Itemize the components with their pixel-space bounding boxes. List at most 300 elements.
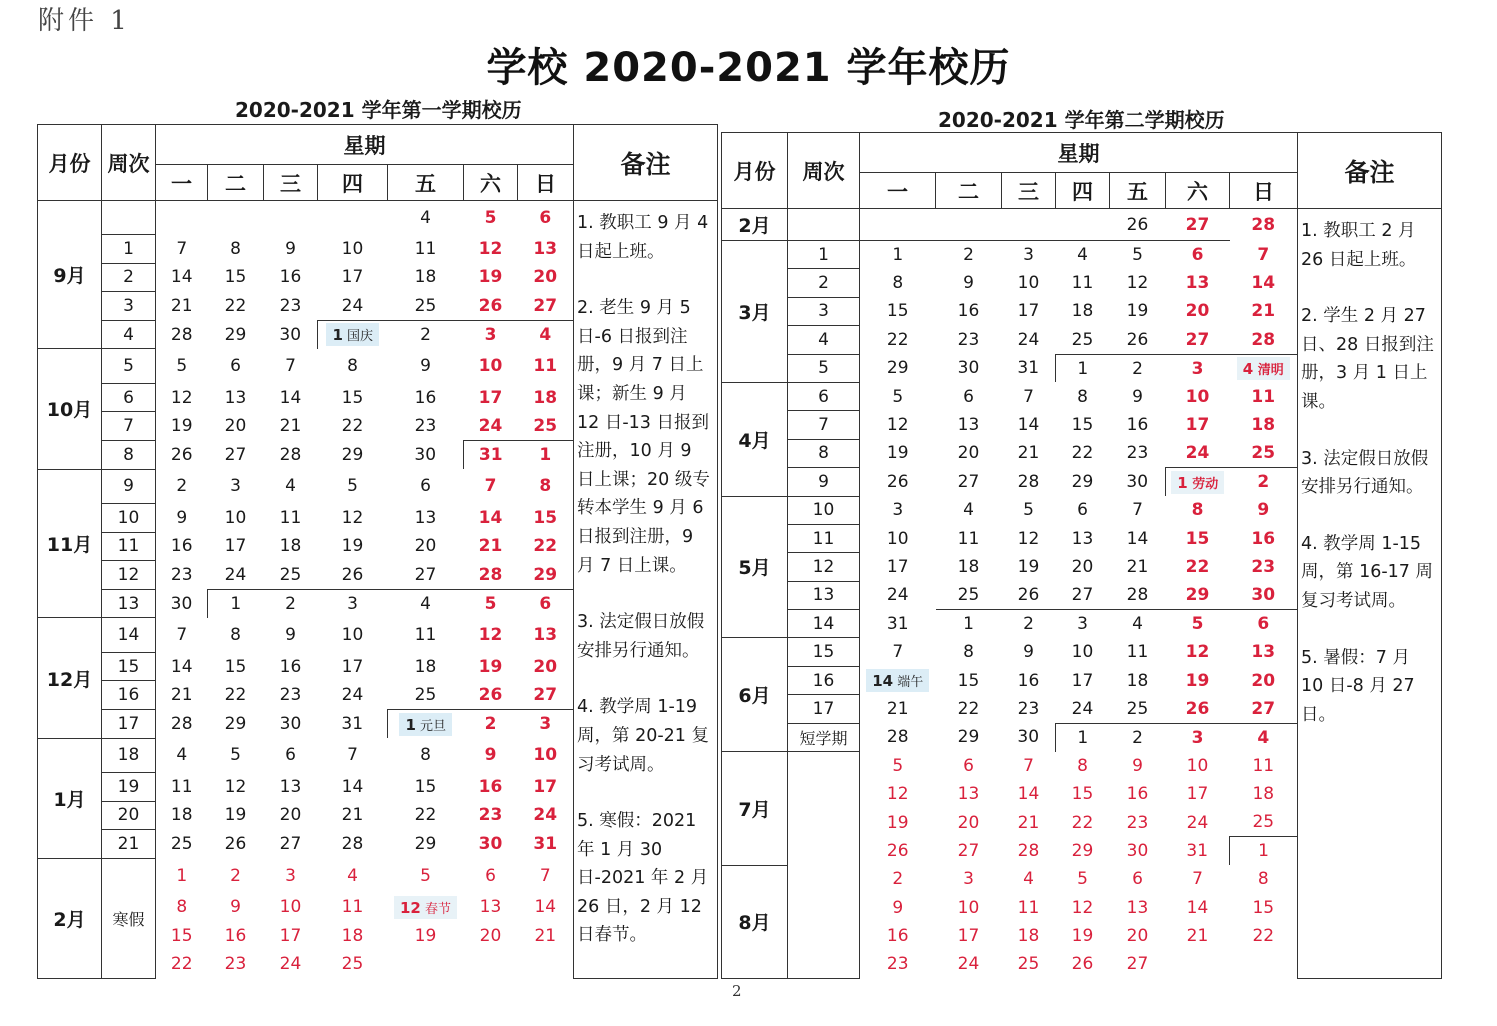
day-cell: 18	[414, 267, 437, 288]
day-cell: 17	[478, 387, 503, 408]
month-label: 8月	[722, 865, 788, 979]
day-cell: 17	[533, 776, 558, 797]
day-cell: 18	[279, 536, 302, 557]
day-cell: 25	[1126, 698, 1149, 719]
day-cell: 22	[1252, 926, 1275, 947]
day-cell: 24	[341, 295, 364, 316]
day-cell: 29	[224, 324, 247, 345]
day-cell	[464, 950, 518, 979]
day-cell: 8	[1191, 500, 1204, 521]
day-cell: 26	[341, 564, 364, 585]
day-cell: 15	[224, 267, 247, 288]
day-cell: 31	[1017, 358, 1040, 379]
day-cell: 3	[1166, 723, 1230, 751]
header-week: 周次	[102, 125, 156, 201]
day-cell: 7	[1192, 869, 1203, 890]
day-cell: 26	[1126, 329, 1149, 350]
day-cell: 23	[957, 329, 980, 350]
day-cell: 9	[1132, 755, 1143, 776]
day-cell: 9	[1257, 500, 1270, 521]
day-cell: 25	[1251, 443, 1276, 464]
day-cell	[1230, 950, 1298, 978]
day-cell: 2	[936, 241, 1002, 269]
day-cell: 8	[963, 642, 974, 663]
day-cell: 2	[1230, 468, 1298, 496]
header-week: 周次	[788, 133, 860, 209]
day-cell: 14	[1017, 784, 1040, 805]
day-cell: 10	[224, 507, 247, 528]
day-cell: 1	[1056, 723, 1110, 751]
day-cell: 2	[264, 589, 318, 618]
day-cell: 22	[224, 685, 247, 706]
week-number: 12	[788, 553, 860, 581]
day-cell: 4	[1110, 610, 1166, 638]
day-cell: 15	[1185, 528, 1210, 549]
day-cell: 26	[1185, 698, 1210, 719]
day-cell: 18	[156, 801, 208, 830]
day-cell: 5	[484, 207, 497, 228]
day-cell: 11	[156, 773, 208, 802]
day-cell: 27	[1251, 698, 1276, 719]
day-cell: 14	[279, 387, 302, 408]
day-cell: 17	[1017, 301, 1040, 322]
day-cell: 14	[534, 897, 557, 918]
day-cell: 24	[1071, 698, 1094, 719]
day-cell: 22	[1071, 812, 1094, 833]
day-cell: 25	[533, 415, 558, 436]
header-day-4: 四	[1056, 173, 1110, 209]
day-cell: 27	[279, 834, 302, 855]
week-number: 1	[102, 235, 156, 264]
day-cell: 23	[1126, 443, 1149, 464]
day-cell: 26	[478, 295, 503, 316]
note-item: 2. 老生 9 月 5 日-6 日报到注册，9 月 7 日上课；新生 9 月 12 日-13 日报到注册，10 月 9 日上课；20 级专转本学生 9 月 6 日报到注册，9 月 7 日上课。	[577, 298, 710, 576]
day-cell: 4	[518, 320, 574, 349]
day-cell: 27	[224, 444, 247, 465]
day-cell: 10	[279, 897, 302, 918]
day-cell: 23	[279, 295, 302, 316]
day-cell: 22	[224, 295, 247, 316]
day-cell: 16	[279, 267, 302, 288]
day-cell	[318, 320, 388, 349]
day-cell	[936, 209, 1002, 241]
week-number: 6	[788, 382, 860, 410]
day-cell: 25	[1017, 954, 1040, 975]
day-cell: 2	[156, 469, 208, 503]
day-cell: 19	[156, 412, 208, 441]
day-cell: 30	[156, 589, 208, 618]
holiday-badge: 4 清明	[1237, 357, 1290, 380]
day-cell: 20	[224, 416, 247, 437]
day-cell: 13	[479, 897, 502, 918]
day-cell: 3	[318, 589, 388, 618]
day-cell: 20	[1251, 670, 1276, 691]
day-cell: 15	[341, 387, 364, 408]
day-cell: 6	[420, 476, 431, 497]
day-cell: 26	[860, 468, 936, 496]
day-cell: 20	[479, 925, 502, 946]
day-cell: 6	[963, 386, 974, 407]
day-cell: 13	[1071, 528, 1094, 549]
day-cell: 22	[860, 326, 936, 354]
day-cell: 25	[414, 295, 437, 316]
header-month: 月份	[38, 125, 102, 201]
day-cell: 24	[1186, 812, 1209, 833]
header-day-5: 五	[1110, 173, 1166, 209]
day-cell: 4	[963, 500, 974, 521]
day-cell: 3	[1056, 610, 1110, 638]
day-cell: 11	[1252, 755, 1275, 776]
day-cell: 8	[347, 356, 358, 377]
day-cell	[156, 201, 208, 235]
day-cell: 22	[341, 416, 364, 437]
day-cell: 4	[420, 207, 431, 228]
day-cell: 24	[957, 954, 980, 975]
day-cell	[388, 950, 464, 979]
day-cell: 29	[341, 444, 364, 465]
day-cell: 21	[341, 805, 364, 826]
notes-column	[1298, 209, 1442, 979]
day-cell: 20	[533, 656, 558, 677]
header-notes: 备注	[1298, 133, 1442, 209]
day-cell: 13	[1185, 273, 1210, 294]
week-number: 15	[102, 652, 156, 681]
day-cell: 13	[414, 507, 437, 528]
day-cell: 8	[230, 625, 241, 646]
day-cell: 9	[860, 893, 936, 921]
day-cell: 14	[1186, 897, 1209, 918]
day-cell: 8	[156, 893, 208, 922]
day-cell: 6	[963, 755, 974, 776]
week-number: 8	[102, 441, 156, 470]
week-number: 16	[788, 666, 860, 694]
note-item: 1. 教职工 2 月 26 日起上班。	[1301, 221, 1417, 270]
header-weekday-group: 星期	[156, 125, 574, 165]
day-cell: 10	[957, 897, 980, 918]
day-cell: 17	[279, 925, 302, 946]
day-cell: 13	[957, 784, 980, 805]
day-cell: 6	[230, 356, 241, 377]
month-label: 2月	[38, 858, 102, 978]
day-cell: 31	[533, 834, 558, 855]
day-cell: 6	[285, 745, 296, 766]
day-cell: 1	[1230, 837, 1298, 865]
day-cell: 7	[1257, 244, 1270, 265]
header-day-7: 日	[1230, 173, 1298, 209]
day-cell: 26	[860, 837, 936, 865]
day-cell: 29	[224, 713, 247, 734]
day-cell: 30	[957, 358, 980, 379]
day-cell: 24	[1185, 443, 1210, 464]
month-label: 7月	[722, 752, 788, 866]
day-cell: 3	[1166, 354, 1230, 382]
note-item: 5. 暑假：7 月 10 日-8 月 27 日。	[1301, 647, 1415, 725]
day-cell: 27	[957, 471, 980, 492]
day-cell: 29	[533, 564, 558, 585]
week-number: 7	[102, 412, 156, 441]
header-day-5: 五	[388, 165, 464, 201]
day-cell: 22	[533, 536, 558, 557]
day-cell: 17	[1186, 784, 1209, 805]
day-cell: 14	[478, 507, 503, 528]
day-cell: 20	[1126, 926, 1149, 947]
day-cell: 22	[414, 805, 437, 826]
week-number: 寒假	[102, 858, 156, 978]
holiday-badge: 1 国庆	[326, 323, 379, 346]
header-day-6: 六	[1166, 173, 1230, 209]
day-cell: 11	[341, 897, 364, 918]
month-label: 1月	[38, 738, 102, 858]
day-cell: 5	[347, 476, 358, 497]
day-cell: 10	[860, 524, 936, 552]
header-day-4: 四	[318, 165, 388, 201]
day-cell: 15	[860, 297, 936, 325]
month-label: 5月	[722, 496, 788, 638]
day-cell: 3	[963, 869, 974, 890]
day-cell: 16	[1126, 784, 1149, 805]
day-cell: 11	[1017, 897, 1040, 918]
day-cell: 2	[1002, 610, 1056, 638]
day-cell: 4	[1023, 869, 1034, 890]
day-cell: 14	[341, 776, 364, 797]
day-cell: 1	[518, 441, 574, 470]
day-cell: 3	[230, 476, 241, 497]
week-number: 短学期	[788, 723, 860, 751]
day-cell: 6	[1166, 241, 1230, 269]
day-cell: 22	[1071, 443, 1094, 464]
day-cell	[860, 666, 936, 694]
header-day-1: 一	[156, 165, 208, 201]
week-number	[788, 209, 860, 241]
day-cell: 29	[1071, 471, 1094, 492]
day-cell: 3	[285, 865, 296, 886]
week-number: 3	[102, 292, 156, 321]
header-day-7: 日	[518, 165, 574, 201]
day-cell: 18	[1017, 926, 1040, 947]
day-cell: 18	[533, 387, 558, 408]
day-cell: 26	[1126, 214, 1149, 235]
day-cell: 18	[1071, 301, 1094, 322]
day-cell: 15	[414, 776, 437, 797]
month-label: 12月	[38, 618, 102, 738]
week-number: 2	[788, 269, 860, 297]
attachment-label: 附件 1	[38, 6, 131, 36]
day-cell: 1	[208, 589, 264, 618]
day-cell: 8	[1257, 869, 1269, 890]
week-number: 11	[788, 524, 860, 552]
day-cell: 23	[156, 561, 208, 590]
note-item: 1. 教职工 9 月 4 日起上班。	[577, 213, 709, 262]
day-cell: 19	[341, 536, 364, 557]
day-cell	[518, 950, 574, 979]
day-cell: 30	[279, 713, 302, 734]
day-cell: 21	[478, 536, 503, 557]
note-item: 5. 寒假：2021 年 1 月 30 日-2021 年 2 月 26 日，2 月 12 日春节。	[577, 811, 709, 946]
week-number: 5	[788, 354, 860, 382]
week-number: 17	[788, 695, 860, 723]
month-label: 6月	[722, 638, 788, 752]
day-cell: 5	[156, 349, 208, 383]
header-day-1: 一	[860, 173, 936, 209]
day-cell: 31	[1186, 840, 1209, 861]
day-cell: 18	[957, 556, 980, 577]
day-cell: 19	[1071, 926, 1094, 947]
day-cell: 11	[279, 507, 302, 528]
day-cell: 5	[1077, 869, 1088, 890]
day-cell	[1166, 468, 1230, 496]
day-cell: 3	[518, 710, 574, 739]
day-cell	[1056, 209, 1110, 241]
day-cell: 23	[414, 416, 437, 437]
day-cell: 2	[230, 865, 241, 886]
holiday-badge: 14 端午	[866, 669, 929, 692]
notes-column	[574, 201, 718, 979]
week-number: 21	[102, 830, 156, 859]
day-cell: 7	[156, 235, 208, 264]
day-cell: 24	[341, 685, 364, 706]
day-cell: 27	[533, 295, 558, 316]
day-cell: 24	[478, 415, 503, 436]
week-number: 19	[102, 773, 156, 802]
week-number: 4	[788, 326, 860, 354]
day-cell: 24	[224, 564, 247, 585]
day-cell: 29	[414, 834, 437, 855]
day-cell: 26	[1071, 954, 1094, 975]
day-cell: 10	[533, 745, 558, 766]
day-cell: 8	[230, 238, 241, 259]
week-number: 5	[102, 349, 156, 383]
day-cell: 11	[1126, 642, 1149, 663]
day-cell: 16	[414, 387, 437, 408]
day-cell: 9	[156, 504, 208, 533]
day-cell: 4	[156, 738, 208, 772]
day-cell: 28	[1251, 329, 1276, 350]
day-cell: 5	[420, 865, 431, 886]
note-item: 4. 教学周 1-19 周，第 20-21 复习考试周。	[577, 697, 709, 775]
week-number: 11	[102, 532, 156, 561]
day-cell: 9	[963, 273, 974, 294]
header-day-2: 二	[936, 173, 1002, 209]
day-cell: 6	[485, 865, 496, 886]
semester1-title: 2020-2021 学年第一学期校历	[235, 98, 522, 122]
day-cell: 21	[1017, 443, 1040, 464]
day-cell: 7	[347, 745, 358, 766]
day-cell: 17	[1185, 415, 1210, 436]
page-number: 2	[732, 982, 742, 1000]
day-cell: 21	[156, 292, 208, 321]
day-cell: 7	[860, 638, 936, 666]
week-number	[788, 752, 860, 979]
day-cell: 25	[279, 564, 302, 585]
day-cell: 29	[957, 727, 980, 748]
day-cell: 22	[957, 698, 980, 719]
day-cell: 11	[414, 238, 437, 259]
day-cell: 7	[1023, 755, 1034, 776]
day-cell: 25	[1071, 329, 1094, 350]
day-cell: 7	[539, 865, 551, 886]
day-cell	[388, 710, 464, 739]
day-cell: 28	[341, 834, 364, 855]
week-number: 2	[102, 263, 156, 292]
day-cell: 15	[1071, 415, 1094, 436]
day-cell: 30	[478, 834, 503, 855]
week-number: 12	[102, 561, 156, 590]
week-number: 14	[788, 610, 860, 638]
day-cell: 12	[156, 383, 208, 412]
day-cell: 28	[1126, 585, 1149, 606]
day-cell: 31	[860, 610, 936, 638]
day-cell: 13	[533, 238, 558, 259]
day-cell: 20	[1185, 301, 1210, 322]
day-cell: 10	[478, 356, 503, 377]
semester2-title: 2020-2021 学年第二学期校历	[938, 108, 1225, 132]
day-cell: 16	[860, 922, 936, 950]
week-number: 9	[102, 469, 156, 503]
day-cell: 12	[1126, 273, 1149, 294]
day-cell: 2	[860, 865, 936, 893]
holiday-badge: 12 春节	[394, 896, 457, 919]
day-cell: 14	[156, 652, 208, 681]
day-cell: 5	[1166, 610, 1230, 638]
month-label: 9月	[38, 201, 102, 349]
day-cell: 31	[464, 441, 518, 470]
day-cell: 19	[860, 808, 936, 836]
week-number: 13	[102, 589, 156, 618]
week-number: 7	[788, 411, 860, 439]
day-cell: 28	[860, 723, 936, 751]
day-cell: 27	[414, 564, 437, 585]
day-cell: 7	[1023, 386, 1034, 407]
day-cell: 29	[860, 354, 936, 382]
day-cell: 16	[478, 776, 503, 797]
day-cell: 9	[484, 745, 497, 766]
day-cell: 14	[1017, 415, 1040, 436]
holiday-badge: 1 元旦	[399, 713, 452, 736]
day-cell: 21	[279, 416, 302, 437]
day-cell: 24	[1017, 329, 1040, 350]
day-cell: 4	[347, 865, 358, 886]
day-cell: 20	[957, 443, 980, 464]
day-cell	[264, 201, 318, 235]
day-cell: 6	[1077, 500, 1088, 521]
day-cell: 21	[1126, 556, 1149, 577]
day-cell	[1230, 354, 1298, 382]
header-day-3: 三	[264, 165, 318, 201]
day-cell: 7	[1132, 500, 1143, 521]
day-cell: 16	[1251, 528, 1276, 549]
day-cell: 5	[230, 745, 241, 766]
day-cell: 17	[957, 926, 980, 947]
day-cell: 27	[1185, 214, 1210, 235]
day-cell: 19	[414, 925, 437, 946]
day-cell: 9	[420, 356, 431, 377]
day-cell	[318, 201, 388, 235]
day-cell: 12	[478, 625, 503, 646]
day-cell: 27	[1126, 954, 1149, 975]
day-cell: 12	[1071, 897, 1094, 918]
week-number: 4	[102, 320, 156, 349]
day-cell: 1	[860, 241, 936, 269]
day-cell: 16	[279, 656, 302, 677]
day-cell: 13	[1251, 642, 1276, 663]
day-cell: 30	[1126, 840, 1149, 861]
day-cell: 28	[478, 564, 503, 585]
day-cell: 24	[279, 954, 302, 975]
note-item: 3. 法定假日放假安排另行通知。	[577, 612, 705, 661]
day-cell: 16	[957, 301, 980, 322]
day-cell: 23	[478, 805, 503, 826]
day-cell: 3	[1002, 241, 1056, 269]
